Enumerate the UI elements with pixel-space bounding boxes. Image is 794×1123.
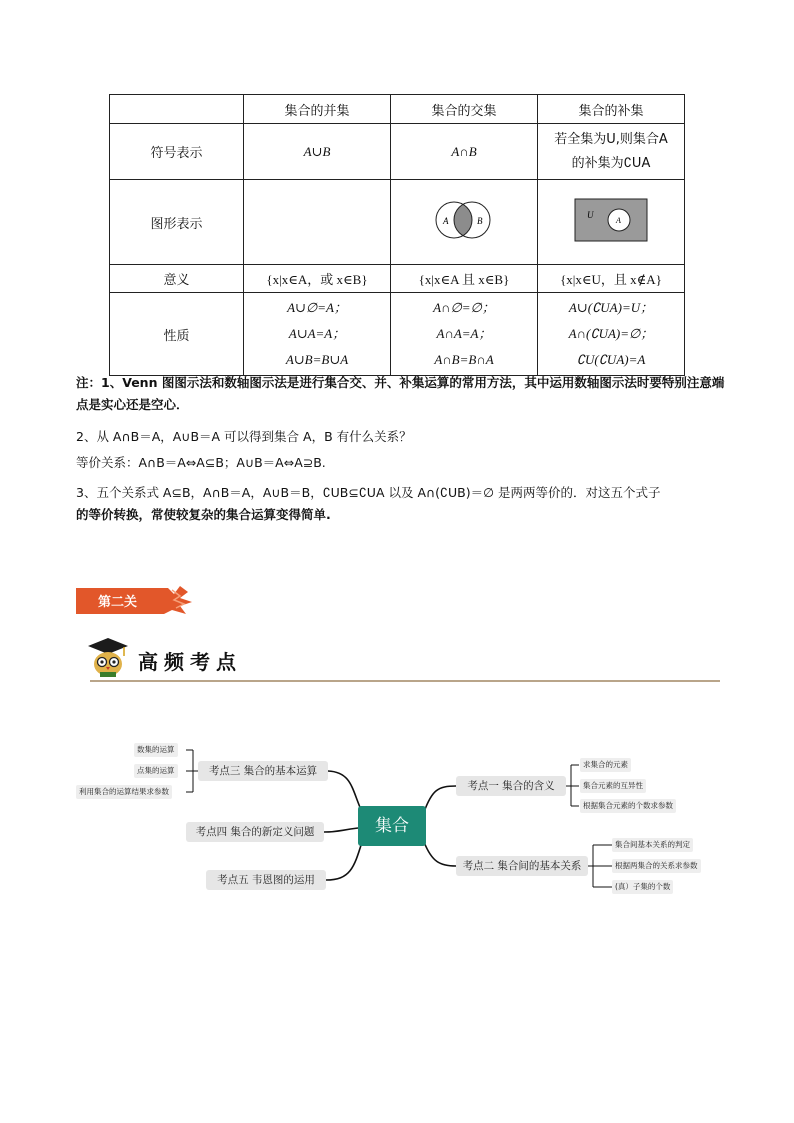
note-2: 2、从 A∩B＝A，A∪B＝A 可以得到集合 A，B 有什么关系？ <box>76 429 412 444</box>
header-complement: 集合的补集 <box>538 95 685 124</box>
union-symbol: A∪B <box>244 124 391 180</box>
note-1: 注：1、Venn 图图示法和数轴图示法是进行集合交、并、补集运算的常用方法，其中运用数轴图示法时要特别注意端点是实心还是空心． <box>76 375 725 412</box>
leaf-node: (真）子集的个数 <box>612 880 673 894</box>
venn-label-a: A <box>443 216 449 226</box>
complement-meaning: {x|x∈U，且 x∉A} <box>538 265 685 293</box>
venn-label-b: B <box>477 216 483 226</box>
universe-label: U <box>587 210 594 220</box>
leaf-node: 求集合的元素 <box>580 758 631 772</box>
property-line: A∩B=B∩A <box>434 352 494 367</box>
note-4-line2: 的等价转换，常使较复杂的集合运算变得简单. <box>76 507 331 522</box>
bracket-line <box>566 765 579 806</box>
set-a-label: A <box>616 216 621 225</box>
bracket-line <box>588 845 612 887</box>
node-topic-5: 考点五 韦恩图的运用 <box>206 870 326 890</box>
note-3: 等价关系：A∩B＝A⇔A⊆B；A∪B＝A⇔A⊇B. <box>76 455 326 470</box>
row-label: 图形表示 <box>110 180 244 265</box>
union-meaning: {x|x∈A，或 x∈B} <box>244 265 391 293</box>
property-line: A∪A=A； <box>288 326 346 341</box>
row-label: 性质 <box>110 293 244 376</box>
complement-def-line2: 的补集为∁UA <box>571 155 651 171</box>
level-banner-text: 第二关 <box>98 595 138 610</box>
leaf-node: 集合间基本关系的判定 <box>612 838 693 852</box>
intersection-meaning: {x|x∈A 且 x∈B} <box>391 265 538 293</box>
connector-line <box>326 842 362 880</box>
property-line: ∁U(∁UA)=A <box>576 352 646 367</box>
property-line: A∪(∁UA)=U； <box>568 300 654 315</box>
property-line: A∩(∁UA)=∅； <box>568 326 654 341</box>
header-intersection: 集合的交集 <box>391 95 538 124</box>
section-title: 高频考点 <box>138 650 242 674</box>
row-label: 符号表示 <box>110 124 244 180</box>
header-union: 集合的并集 <box>244 95 391 124</box>
leaf-node: 数集的运算 <box>134 743 178 757</box>
note-4-line1: 3、五个关系式 A⊆B，A∩B＝A，A∪B＝B，∁UB⊆∁UA 以及 A∩(∁UB)＝∅ 是两两等价的．对这五个式子 <box>76 485 661 500</box>
node-topic-4: 考点四 集合的新定义问题 <box>186 822 324 842</box>
node-topic-1: 考点一 集合的含义 <box>456 776 566 796</box>
complement-def-line1: 若全集为U,则集合A <box>554 131 668 147</box>
bracket-line <box>186 750 198 792</box>
leaf-node: 根据两集合的关系求参数 <box>612 859 701 873</box>
connector-line <box>424 786 456 812</box>
leaf-node: 利用集合的运算结果求参数 <box>76 785 172 799</box>
property-line: A∩∅=∅； <box>433 300 495 315</box>
leaf-node: 点集的运算 <box>134 764 178 778</box>
intersection-symbol: A∩B <box>391 124 538 180</box>
connector-line <box>424 842 456 866</box>
node-topic-3: 考点三 集合的基本运算 <box>198 761 328 781</box>
connector-line <box>324 828 358 832</box>
property-line: A∪B=B∪A <box>285 352 349 367</box>
leaf-node: 根据集合元素的个数求参数 <box>580 799 676 813</box>
row-label: 意义 <box>110 265 244 293</box>
connector-line <box>328 771 362 812</box>
node-topic-2: 考点二 集合间的基本关系 <box>456 856 588 876</box>
mindmap-center-node: 集合 <box>358 806 426 846</box>
property-line: A∩A=A； <box>436 326 492 341</box>
leaf-node: 集合元素的互异性 <box>580 779 646 793</box>
property-line: A∪∅=A； <box>287 300 347 315</box>
